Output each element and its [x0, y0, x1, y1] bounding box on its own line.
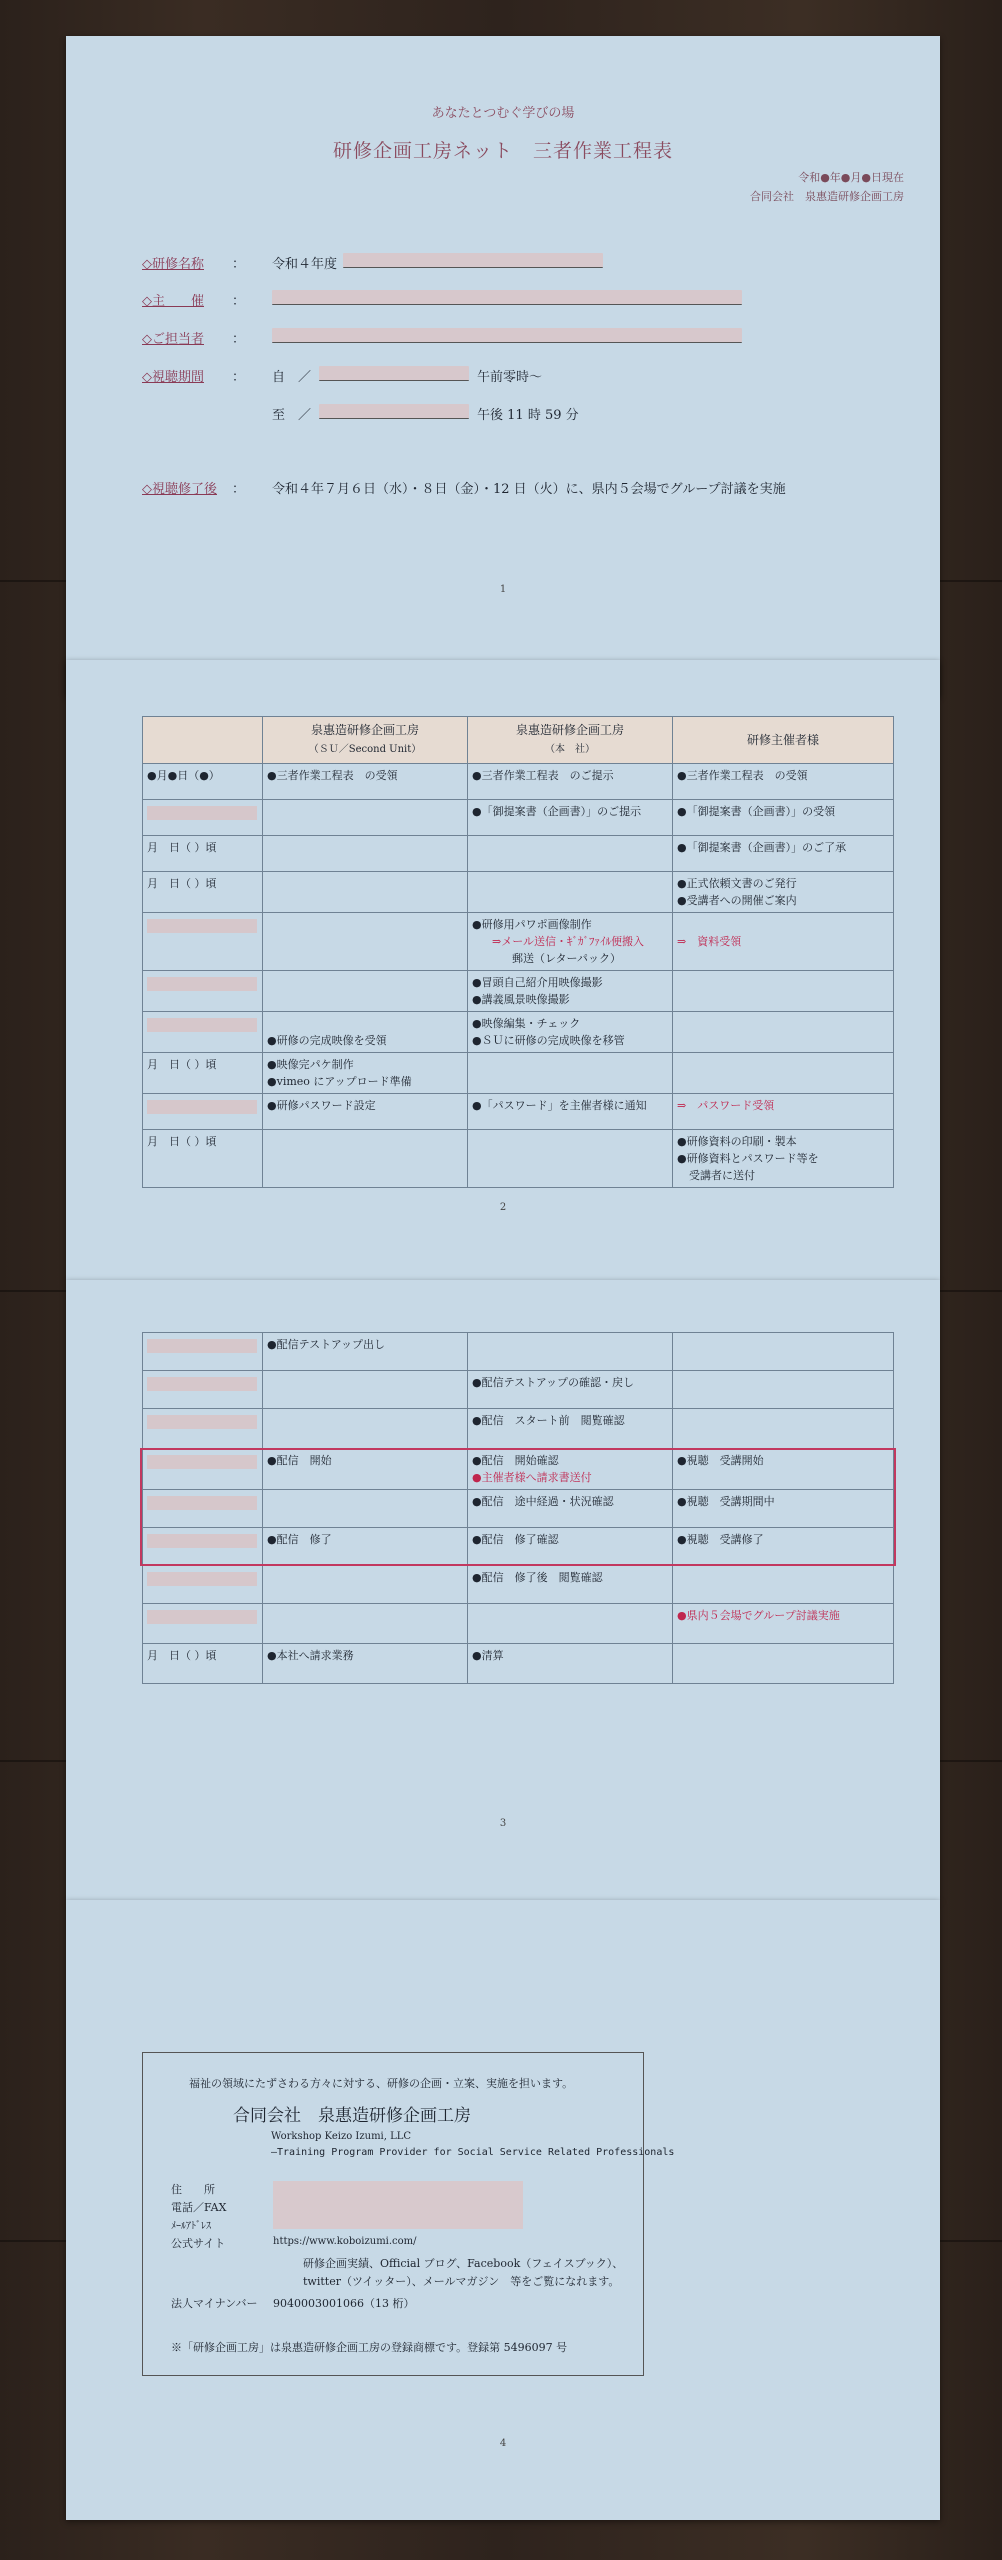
field-value: 令和４年度	[272, 257, 338, 272]
cell-organizer	[673, 971, 894, 1012]
table-row	[143, 1094, 894, 1130]
cell-hq: ●冒頭自己紹介用映像撮影 ●講義風景映像撮影	[468, 971, 673, 1012]
cell-hq	[468, 1333, 673, 1371]
cell-hq: ●清算	[468, 1644, 673, 1684]
table-row	[143, 1012, 894, 1053]
field-label: ◇主 催	[142, 294, 204, 309]
document-date-block	[750, 168, 904, 206]
cell-su	[263, 1566, 468, 1604]
cell-su	[263, 872, 468, 913]
page-4	[66, 1900, 940, 2520]
cell-organizer: ●視聴 受講開始	[673, 1449, 894, 1490]
redaction-block	[147, 1415, 257, 1429]
redaction-block	[272, 290, 742, 305]
page-number: 3	[499, 1818, 507, 1829]
table-row	[143, 836, 894, 872]
cell-hq: ●配信 途中経過・状況確認	[468, 1490, 673, 1528]
period-to-suffix: 午後 11 時 59 分	[477, 408, 579, 423]
redaction-block	[147, 1100, 257, 1114]
redaction-block	[147, 1377, 257, 1391]
table-row	[143, 913, 894, 971]
row-date: 月 日（ ）頃	[143, 1644, 263, 1684]
field-host	[142, 290, 742, 309]
contact-redaction-block	[273, 2181, 523, 2229]
document-title: 研修企画工房ネット 三者作業工程表	[332, 140, 673, 162]
field-colon: ：	[232, 332, 246, 347]
cell-hq: ●配信 スタート前 閲覧確認	[468, 1409, 673, 1449]
period-to-prefix: 至 ／	[272, 408, 312, 423]
company-name-en: Workshop Keizo Izumi, LLC	[271, 2131, 412, 2142]
field-label: ◇視聴期間	[142, 370, 204, 385]
period-from-suffix: 午前零時〜	[477, 370, 543, 385]
cell-organizer	[673, 1566, 894, 1604]
cell-su	[263, 1409, 468, 1449]
cell-hq: ●三者作業工程表 のご提示	[468, 764, 673, 800]
cell-organizer	[673, 1053, 894, 1094]
table-header-row	[143, 717, 894, 764]
field-label: ◇ご担当者	[142, 332, 204, 347]
site-description-1: 研修企画実績、Official ブログ、Facebook（フェイスブック）、	[303, 2257, 624, 2270]
field-training-name	[142, 253, 603, 272]
cell-su	[263, 1371, 468, 1409]
redaction-block	[343, 253, 603, 268]
cell-organizer: ●「御提案書（企画書）」のご了承	[673, 836, 894, 872]
table-row	[143, 1333, 894, 1371]
redaction-block	[147, 1610, 257, 1624]
page-number: 2	[499, 1202, 507, 1213]
field-after-viewing	[142, 478, 786, 497]
redaction-block	[319, 366, 469, 381]
table-row	[143, 971, 894, 1012]
cell-su	[263, 836, 468, 872]
phone-label: 電話／FAX	[171, 2201, 227, 2214]
table-row	[143, 1053, 894, 1094]
table-row	[143, 1371, 894, 1409]
company-name: 合同会社 泉惠造研修企画工房	[233, 2106, 471, 2126]
cell-su: ●映像完パケ制作 ●vimeo にアップロード準備	[263, 1053, 468, 1094]
header-su: 泉惠造研修企画工房 （ＳＵ／Second Unit）	[263, 717, 468, 764]
header-organizer: 研修主催者様	[673, 717, 894, 764]
table-row	[143, 1604, 894, 1644]
row-date	[143, 971, 263, 1012]
table-row	[143, 1644, 894, 1684]
table-row	[143, 764, 894, 800]
cell-organizer: ⇒ パスワード受領	[673, 1094, 894, 1130]
field-label: ◇研修名称	[142, 257, 204, 272]
table-row	[143, 1130, 894, 1188]
page-3	[66, 1280, 940, 1900]
table-row	[143, 872, 894, 913]
cell-hq	[468, 1053, 673, 1094]
cell-organizer: ●「御提案書（企画書）」の受領	[673, 800, 894, 836]
cell-organizer	[673, 1371, 894, 1409]
cell-organizer	[673, 1644, 894, 1684]
cell-hq: ●「御提案書（企画書）」のご提示	[468, 800, 673, 836]
redaction-block	[147, 806, 257, 820]
row-date	[143, 1094, 263, 1130]
redaction-block	[147, 1018, 257, 1032]
field-colon: ：	[232, 294, 246, 309]
header-date	[143, 717, 263, 764]
field-period-from	[142, 366, 542, 385]
period-from-prefix: 自 ／	[272, 370, 312, 385]
row-date: ●月●日（●）	[143, 764, 263, 800]
company-tagline: 福祉の領域にたずさわる方々に対する、研修の企画・立案、実施を担います。	[189, 2077, 574, 2090]
redaction-block	[147, 1572, 257, 1586]
cell-su	[263, 1604, 468, 1644]
cell-hq: ●「パスワード」を主催者様に通知	[468, 1094, 673, 1130]
row-date: 月 日（ ）頃	[143, 1053, 263, 1094]
company-info-card	[142, 2052, 675, 2376]
page-number: 4	[499, 2438, 507, 2449]
site-url[interactable]: https://www.koboizumi.com/	[273, 2236, 417, 2247]
mynumber-value: 9040003001066（13 桁）	[273, 2297, 415, 2310]
mynumber-label: 法人マイナンバー	[171, 2297, 258, 2310]
cell-su: ●研修パスワード設定	[263, 1094, 468, 1130]
cell-su: ●配信 修了	[263, 1528, 468, 1566]
cell-hq: ●研修用パワポ画像制作 ⇒メール送信・ｷﾞｶﾞﾌｧｲﾙ便搬入 郵送（レターパック）	[468, 913, 673, 971]
field-period-to	[142, 404, 579, 423]
schedule-table-1	[142, 716, 894, 1188]
row-date	[143, 1371, 263, 1409]
cell-organizer: ●三者作業工程表 の受領	[673, 764, 894, 800]
table-row	[143, 1566, 894, 1604]
cell-hq	[468, 1604, 673, 1644]
company-desc-en: ―Training Program Provider for Social Service Related Professionals	[271, 2147, 675, 2158]
cell-organizer: ●正式依頼文書のご発行 ●受講者への開催ご案内	[673, 872, 894, 913]
table-row	[143, 1409, 894, 1449]
cell-hq	[468, 1130, 673, 1188]
cell-organizer: ●視聴 受講期間中	[673, 1490, 894, 1528]
field-value: 令和４年７月６日（水）・８日（金）・12 日（火）に、県内５会場でグループ討議を実施	[272, 482, 786, 497]
site-label: 公式サイト	[171, 2237, 226, 2250]
document-subtitle: あなたとつむぐ学びの場	[431, 106, 575, 121]
page-2	[66, 660, 940, 1280]
cell-su: ●配信テストアップ出し	[263, 1333, 468, 1371]
cell-organizer	[673, 1012, 894, 1053]
page-1	[66, 36, 940, 696]
redaction-block	[319, 404, 469, 419]
cell-organizer: ⇒ 資料受領	[673, 913, 894, 971]
cell-organizer	[673, 1409, 894, 1449]
cell-hq: ●配信テストアップの確認・戻し	[468, 1371, 673, 1409]
row-date: 月 日（ ）頃	[143, 872, 263, 913]
header-hq: 泉惠造研修企画工房 （本 社）	[468, 717, 673, 764]
redaction-block	[272, 328, 742, 343]
cell-hq: ●配信 修了後 閲覧確認	[468, 1566, 673, 1604]
company-line: 合同会社 泉惠造研修企画工房	[750, 190, 904, 203]
row-date: 月 日（ ）頃	[143, 836, 263, 872]
date-line: 令和●年●月●日現在	[798, 171, 904, 184]
cell-su	[263, 1130, 468, 1188]
row-date	[143, 800, 263, 836]
page-number: 1	[499, 584, 507, 595]
cell-organizer: ●研修資料の印刷・製本 ●研修資料とパスワード等を 受講者に送付	[673, 1130, 894, 1188]
distribution-period-highlight	[140, 1448, 896, 1566]
cell-su	[263, 913, 468, 971]
field-label: ◇視聴修了後	[142, 482, 217, 497]
field-contact	[142, 328, 742, 347]
row-date: 月 日（ ）頃	[143, 1130, 263, 1188]
address-label: 住 所	[171, 2183, 215, 2196]
cell-organizer	[673, 1333, 894, 1371]
row-date	[143, 1566, 263, 1604]
cell-hq	[468, 872, 673, 913]
trademark-note: ※「研修企画工房」は泉惠造研修企画工房の登録商標です。登録第 5496097 号	[171, 2341, 568, 2354]
cell-hq	[468, 836, 673, 872]
redaction-block	[147, 1339, 257, 1353]
cell-su: ●三者作業工程表 の受領	[263, 764, 468, 800]
cell-hq: ●配信 修了確認	[468, 1528, 673, 1566]
row-date	[143, 913, 263, 971]
field-colon: ：	[232, 370, 246, 385]
cell-su	[263, 800, 468, 836]
row-date	[143, 1012, 263, 1053]
row-date	[143, 1333, 263, 1371]
cell-su: ●研修の完成映像を受領	[263, 1012, 468, 1053]
cell-su: ●配信 開始	[263, 1449, 468, 1490]
mail-label: ﾒｰﾙｱﾄﾞﾚｽ	[171, 2221, 211, 2232]
field-colon: ：	[232, 257, 246, 272]
site-description-2: twitter（ツイッター）、メールマガジン 等をご覧になれます。	[303, 2275, 620, 2288]
cell-su: ●本社へ請求業務	[263, 1644, 468, 1684]
cell-organizer: ●県内５会場でグループ討議実施	[673, 1604, 894, 1644]
row-date	[143, 1409, 263, 1449]
cell-hq: ●映像編集・チェック ●ＳＵに研修の完成映像を移管	[468, 1012, 673, 1053]
cell-hq: ●配信 開始確認 ●主催者様へ請求書送付	[468, 1449, 673, 1490]
row-date	[143, 1604, 263, 1644]
table-row	[143, 800, 894, 836]
redaction-block	[147, 919, 257, 933]
cell-su	[263, 971, 468, 1012]
field-colon: ：	[232, 482, 246, 497]
redaction-block	[147, 977, 257, 991]
cell-organizer: ●視聴 受講修了	[673, 1528, 894, 1566]
